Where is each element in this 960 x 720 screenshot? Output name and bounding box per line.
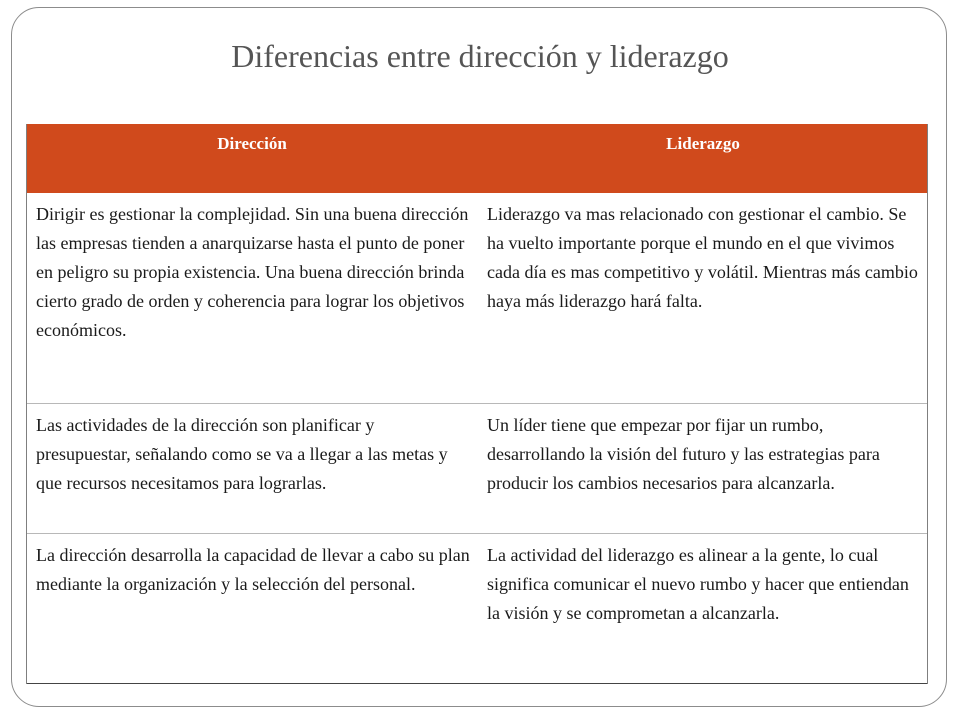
header-direccion: Dirección xyxy=(26,124,478,193)
comparison-table xyxy=(26,124,928,684)
cell-direccion: La dirección desarrolla la capacidad de llevar a cabo su plan mediante la organización y la selección del personal. xyxy=(26,533,478,683)
cell-liderazgo: La actividad del liderazgo es alinear a la gente, lo cual significa comunicar el nuevo rumbo y hacer que entiendan la visión y se comprometan a alcanzarla. xyxy=(478,533,928,683)
table-header-row xyxy=(26,124,928,193)
cell-liderazgo: Un líder tiene que empezar por fijar un rumbo, desarrollando la visión del futuro y las estrategias para producir los cambios necesarios para alcanzarla. xyxy=(478,403,928,533)
table-row xyxy=(26,193,928,403)
table-row xyxy=(26,533,928,683)
table-row xyxy=(26,403,928,533)
slide-title: Diferencias entre dirección y liderazgo xyxy=(231,38,729,74)
cell-direccion: Dirigir es gestionar la complejidad. Sin una buena dirección las empresas tienden a anarquizarse hasta el punto de poner en peligro su propia existencia. Una buena dirección brinda cierto grado de orden y coherencia para lograr los objetivos económicos. xyxy=(26,193,478,403)
header-liderazgo: Liderazgo xyxy=(478,124,928,193)
cell-liderazgo: Liderazgo va mas relacionado con gestionar el cambio. Se ha vuelto importante porque el mundo en el que vivimos cada día es mas competitivo y volátil. Mientras más cambio haya más liderazgo hará falta. xyxy=(478,193,928,403)
cell-direccion: Las actividades de la dirección son planificar y presupuestar, señalando como se va a llegar a las metas y que recursos necesitamos para lograrlas. xyxy=(26,403,478,533)
